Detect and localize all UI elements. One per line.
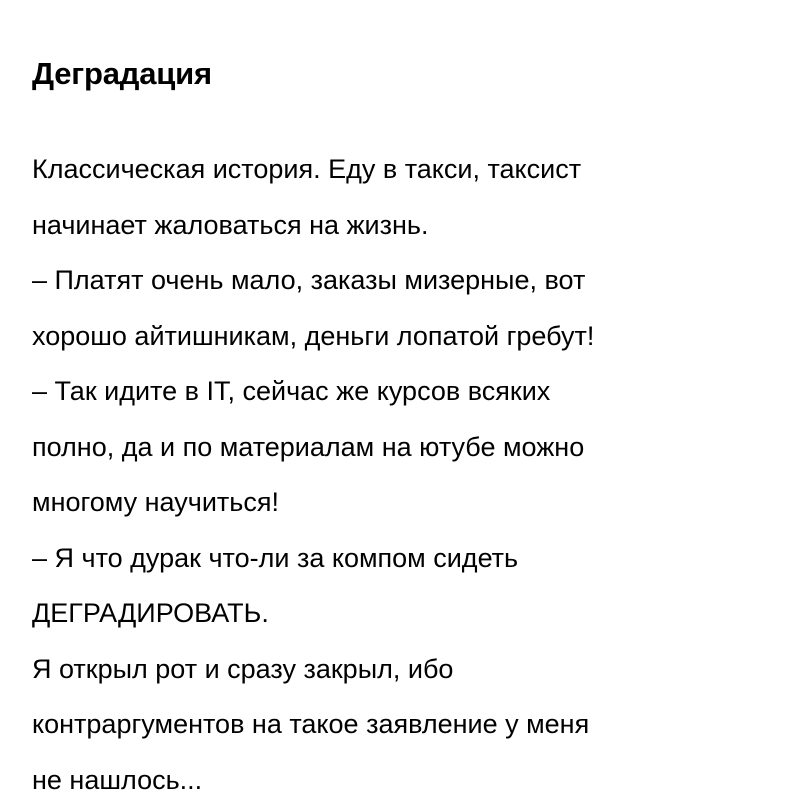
- post-line: контраргументов на такое заявление у меня: [32, 697, 772, 753]
- post-line: не нашлось...: [32, 753, 772, 808]
- post-line: начинает жаловаться на жизнь.: [32, 198, 772, 254]
- post-body: [32, 142, 772, 808]
- post-line: Классическая история. Еду в такси, таксист: [32, 142, 772, 198]
- post-line: хорошо айтишникам, деньги лопатой гребут!: [32, 309, 772, 365]
- post-line: многому научиться!: [32, 475, 772, 531]
- post-line: – Так идите в IT, сейчас же курсов всяких: [32, 364, 772, 420]
- post-line: полно, да и по материалам на ютубе можно: [32, 420, 772, 476]
- post: [32, 52, 772, 808]
- post-line: ДЕГРАДИРОВАТЬ.: [32, 586, 772, 642]
- post-line: – Я что дурак что-ли за компом сидеть: [32, 531, 772, 587]
- post-title: Деградация: [32, 52, 772, 96]
- post-line: – Платят очень мало, заказы мизерные, вот: [32, 253, 772, 309]
- post-line: Я открыл рот и сразу закрыл, ибо: [32, 642, 772, 698]
